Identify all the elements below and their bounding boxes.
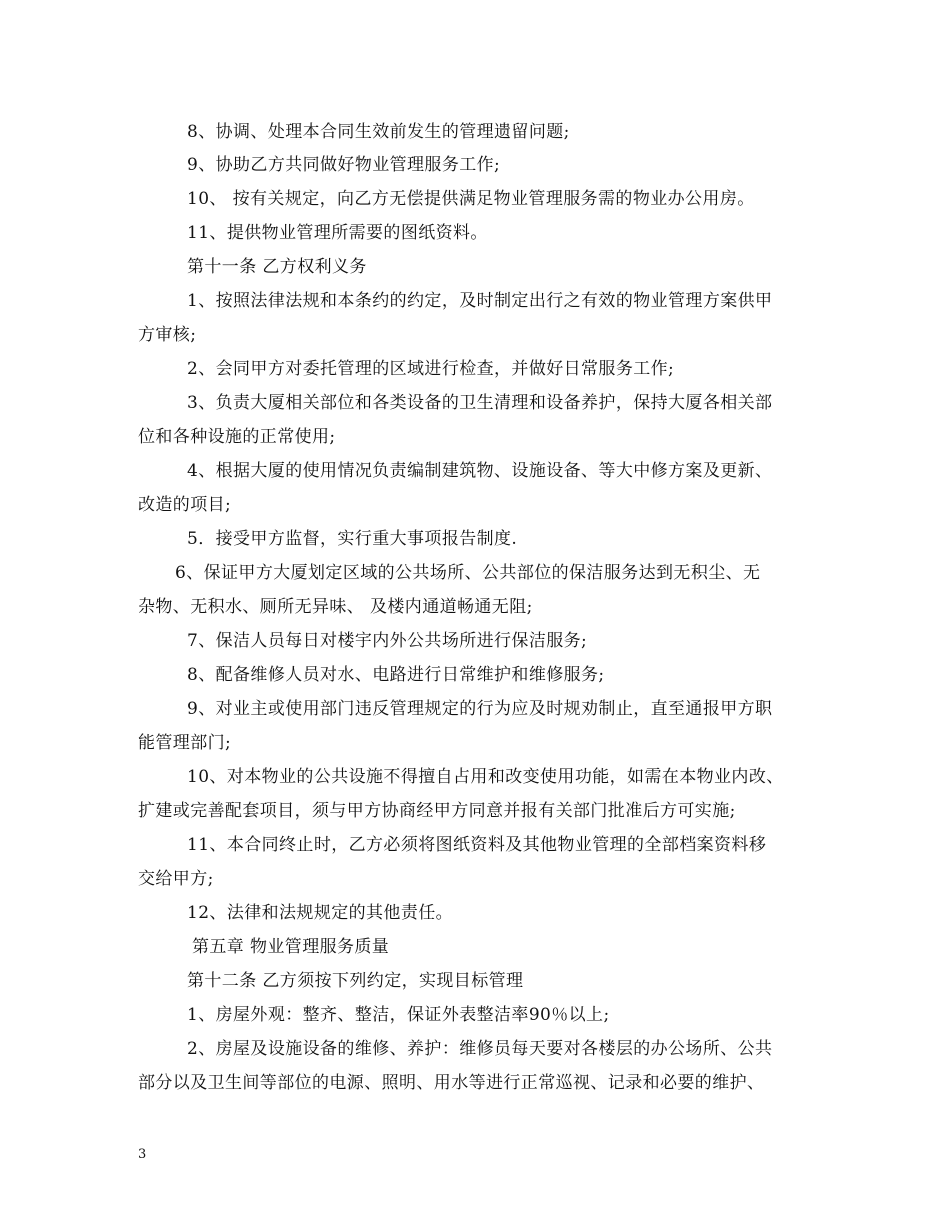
text-line: 杂物、无积水、厕所无异味、 及楼内通道畅通无阻; — [138, 597, 533, 617]
text-line: 2、房屋及设施设备的维修、养护：维修员每天要对各楼层的办公场所、公共 — [187, 1039, 773, 1059]
text-line: 方审核; — [138, 325, 197, 345]
text-line: 改造的项目; — [138, 495, 232, 515]
section-heading: 第十二条 乙方须按下列约定，实现目标管理 — [187, 971, 524, 991]
text-line: 9、协助乙方共同做好物业管理服务工作; — [187, 155, 501, 175]
text-line: 8、配备维修人员对水、电路进行日常维护和维修服务; — [187, 665, 605, 685]
text-line: 12、法律和法规规定的其他责任。 — [187, 903, 454, 923]
text-line: 4、根据大厦的使用情况负责编制建筑物、设施设备、等大中修方案及更新、 — [187, 461, 773, 481]
text-line: 能管理部门; — [138, 733, 232, 753]
section-heading: 第十一条 乙方权利义务 — [187, 257, 367, 277]
text-line: 8、协调、处理本合同生效前发生的管理遗留问题; — [187, 122, 570, 142]
text-line: 3、负责大厦相关部位和各类设备的卫生清理和设备养护，保持大厦各相关部 — [187, 393, 773, 413]
text-line: 位和各种设施的正常使用; — [138, 427, 336, 447]
text-line: 5．接受甲方监督，实行重大事项报告制度. — [187, 529, 518, 549]
text-line: 1、房屋外观：整齐、整洁，保证外表整洁率90％以上; — [187, 1005, 610, 1025]
chapter-heading: 第五章 物业管理服务质量 — [192, 937, 390, 957]
text-line: 11、本合同终止时，乙方必须将图纸资料及其他物业管理的全部档案资料移 — [187, 835, 767, 855]
text-line: 10、 按有关规定，向乙方无偿提供满足物业管理服务需的物业办公用房。 — [187, 189, 755, 209]
text-line: 9、对业主或使用部门违反管理规定的行为应及时规劝制止，直至通报甲方职 — [187, 699, 773, 719]
text-line: 部分以及卫生间等部位的电源、照明、用水等进行正常巡视、记录和必要的维护、 — [138, 1073, 765, 1093]
text-line: 交给甲方; — [138, 869, 214, 889]
text-line: 扩建或完善配套项目，须与甲方协商经甲方同意并报有关部门批准后方可实施; — [138, 801, 736, 821]
text-line: 2、会同甲方对委托管理的区域进行检查，并做好日常服务工作; — [187, 359, 675, 379]
text-line: 6、保证甲方大厦划定区域的公共场所、公共部位的保洁服务达到无积尘、无 — [175, 563, 761, 583]
text-line: 11、提供物业管理所需要的图纸资料。 — [187, 223, 488, 243]
text-line: 7、保洁人员每日对楼宇内外公共场所进行保洁服务; — [187, 631, 588, 651]
text-line: 1、按照法律法规和本条约的约定，及时制定出行之有效的物业管理方案供甲 — [187, 291, 773, 311]
text-line: 10、对本物业的公共设施不得擅自占用和改变使用功能，如需在本物业内改、 — [187, 767, 784, 787]
page-number: 3 — [138, 1147, 147, 1162]
